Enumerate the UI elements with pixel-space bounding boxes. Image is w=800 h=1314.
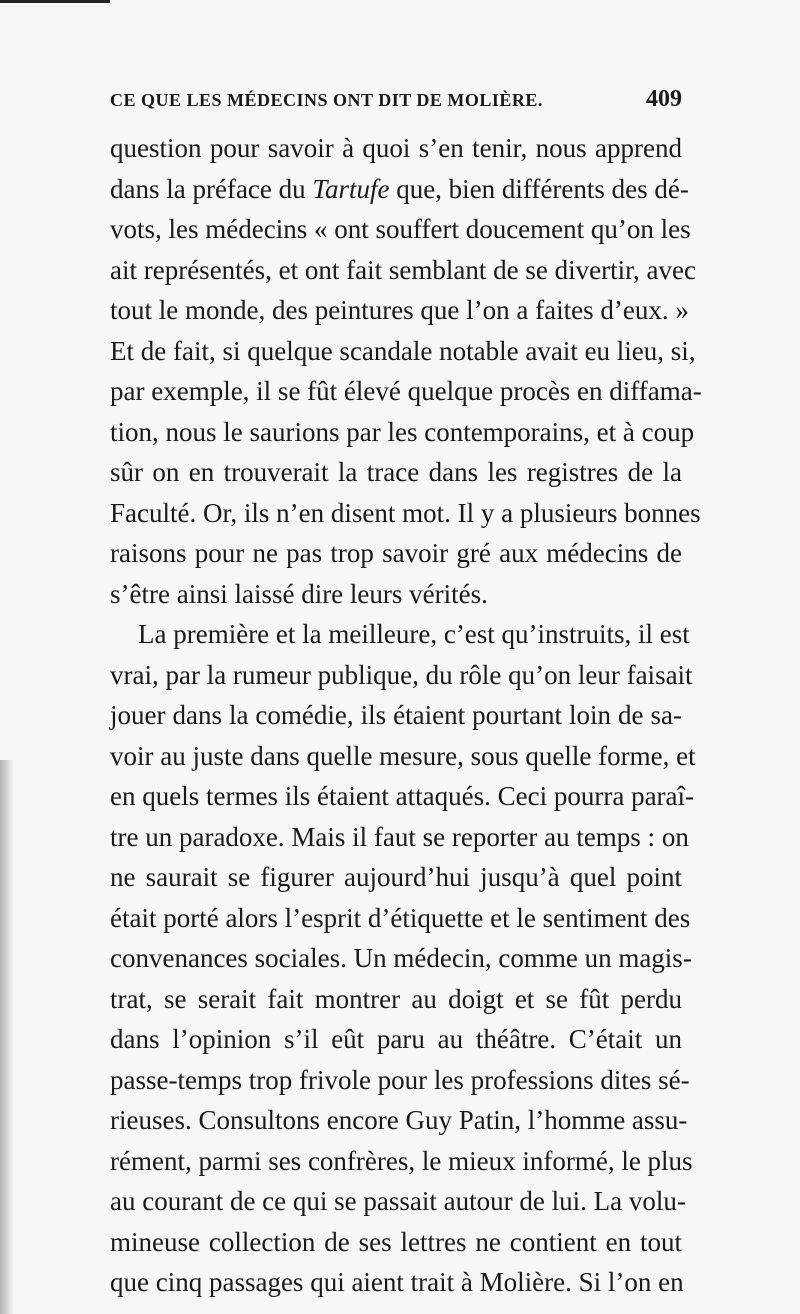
text-span: dans la préface du <box>110 173 306 204</box>
text-line: Et de fait, si quelque scandale notable avait eu lieu, si, <box>110 335 696 366</box>
text-line <box>110 169 689 210</box>
text-line: s’être ainsi laissé dire leurs vérités. <box>110 578 488 609</box>
text-span: que, bien différents des dé- <box>389 173 689 204</box>
text-line: convenances sociales. Un médecin, comme un magis- <box>110 943 692 973</box>
text-line: mineuse collection de ses lettres ne contient en tout <box>110 1226 682 1257</box>
text-line: ait représentés, et ont fait semblant de se divertir, avec <box>110 254 696 285</box>
running-title: CE QUE LES MÉDECINS ONT DIT DE MOLIÈRE. <box>110 90 543 110</box>
text-line: ne saurait se figurer aujourd’hui jusqu’à quel point <box>110 862 682 892</box>
paragraph-start-line: La première et la meilleure, c’est qu’instruits, il est <box>138 619 690 649</box>
text-line: question pour savoir à quoi s’en tenir, nous apprend <box>110 133 682 163</box>
text-line: rieuses. Consultons encore Guy Patin, l’homme assu- <box>110 1105 688 1135</box>
top-rule <box>0 0 110 3</box>
text-line: vrai, par la rumeur publique, du rôle qu’on leur faisait <box>110 659 693 690</box>
text-line: dans l’opinion s’il eût paru au théâtre. C’était un <box>110 1024 682 1054</box>
text-line: en quels termes ils étaient attaqués. Ceci pourra paraî- <box>110 781 695 811</box>
text-line: que cinq passages qui aient trait à Molière. Si l’on en <box>110 1267 684 1297</box>
body-text <box>110 128 702 1303</box>
text-line: par exemple, il se fût élevé quelque procès en diffama- <box>110 376 702 406</box>
text-line: tout le monde, des peintures que l’on a faites d’eux. » <box>110 295 689 325</box>
text-line: rément, parmi ses confrères, le mieux informé, le plus <box>110 1145 693 1176</box>
text-line: Faculté. Or, ils n’en disent mot. Il y a plusieurs bonnes <box>110 497 701 528</box>
text-line: raisons pour ne pas trop savoir gré aux médecins de <box>110 538 682 568</box>
text-line: voir au juste dans quelle mesure, sous quelle forme, et <box>110 740 696 771</box>
text-line: au courant de ce qui se passait autour de lui. La volu- <box>110 1186 686 1216</box>
text-line: vots, les médecins « ont souffert doucement qu’on les <box>110 214 691 244</box>
page-number: 409 <box>646 86 682 112</box>
text-line: trat, se serait fait montrer au doigt et se fût perdu <box>110 983 682 1014</box>
text-line: sûr on en trouverait la trace dans les registres de la <box>110 457 682 487</box>
text-line: était porté alors l’esprit d’étiquette et le sentiment des <box>110 902 691 933</box>
text-line: passe-temps trop frivole pour les professions dites sé- <box>110 1064 690 1095</box>
text-line: tion, nous le saurions par les contemporains, et à coup <box>110 416 695 447</box>
running-head <box>110 86 682 116</box>
text-line: tre un paradoxe. Mais il faut se reporter au temps : on <box>110 821 689 852</box>
gutter-shadow <box>0 760 14 1314</box>
play-title: Tartufe <box>312 173 390 204</box>
text-line: jouer dans la comédie, ils étaient pourtant loin de sa- <box>110 700 682 730</box>
